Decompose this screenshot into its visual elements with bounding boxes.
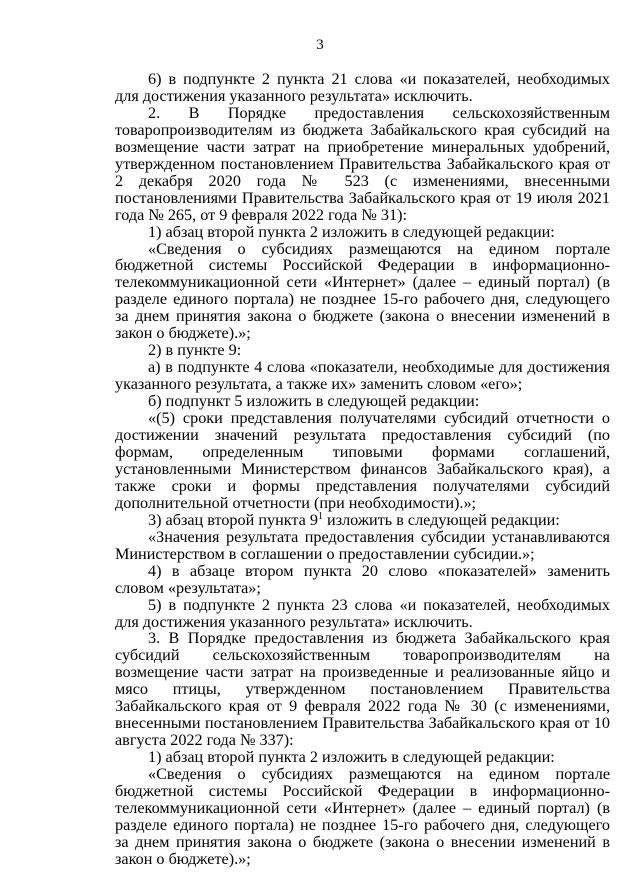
paragraph-quote-subsidy-info-2: «Сведения о субсидиях размещаются на едином портале бюджетной системы Российской Федерации в информационно-телекоммуникационной сети «Интернет» (далее – единый портал) (в разделе единого портала) не позднее 15-го рабочего дня, следующего за днем принятия закона о бюджете (закона о внесении изменений в закон о бюджете).»; (115, 765, 610, 868)
paragraph-item-5: 5) в подпункте 2 пункта 23 слова «и показателей, необходимых для достижения указанного результата» исключить. (115, 595, 610, 631)
paragraph-item-4: 4) в абзаце втором пункта 20 слово «показателей» заменить словом «результата»; (115, 561, 610, 597)
paragraph-quote-result-values: «Значения результата предоставления субсидии устанавливаются Министерством в соглашении о предоставлении субсидии.»; (115, 527, 610, 563)
paragraph-subitem-a: а) в подпункте 4 слова «показатели, необходимые для достижения указанного результата, а также их» заменить словом «его»; (115, 358, 610, 394)
paragraph-quote-reporting: «(5) сроки представления получателями субсидий отчетности о достижении значений результата предоставления субсидий (по формам, определенным типовыми формами соглашений, установленными Министерством финансов Забайкальского края), а также сроки и формы представления получателями субсидий дополнительной отчетности (при необходимости).»; (115, 409, 610, 512)
page-number: 3 (316, 37, 324, 53)
paragraph-item-2-header: 2) в пункте 9: (148, 341, 242, 360)
paragraph-item-6-removal: 6) в подпункте 2 пункта 21 слова «и показателей, необходимых для достижения указанного результата» исключить. (115, 70, 610, 105)
paragraph-section-2-intro: 2. В Порядке предоставления сельскохозяйственным товаропроизводителям из бюджета Забайкальского края субсидий на возмещение части затрат на приобретение минеральных удобрений, утвержденном постановлением Правительства Забайкальского края от 2 декабря 2020 года № 523 (с изменениями, внесенными постановлениями Правительства Забайкальского края от 19 июля 2021 года № 265, от 9 февраля 2022 года № 31): (115, 103, 610, 224)
paragraph-item-3-before: 3) абзац второй пункта 9 (148, 510, 318, 529)
document-body (115, 71, 610, 868)
paragraph-item-1-header-2: 1) абзац второй пункта 2 изложить в следующей редакции: (148, 748, 555, 767)
paragraph-item-3-after: изложить в следующей редакции: (323, 510, 560, 529)
paragraph-item-1-header: 1) абзац второй пункта 2 изложить в следующей редакции: (148, 222, 555, 241)
paragraph-subitem-b: б) подпункт 5 изложить в следующей редакции: (148, 392, 480, 411)
paragraph-section-3-intro: 3. В Порядке предоставления из бюджета Забайкальского края субсидий сельскохозяйственным товаропроизводителям на возмещение части затрат на произведенные и реализованные яйцо и мясо птицы, утвержденном постановлением Правительства Забайкальского края от 9 февраля 2022 года № 30 (с изменениями, внесенными постановлением Правительства Забайкальского края от 10 августа 2022 года № 337): (115, 629, 610, 750)
paragraph-quote-subsidy-info: «Сведения о субсидиях размещаются на едином портале бюджетной системы Российской Федерации в информационно-телекоммуникационной сети «Интернет» (далее – единый портал) (в разделе единого портала) не позднее 15-го рабочего дня, следующего за днем принятия закона о бюджете (закона о внесении изменений в закон о бюджете).»; (115, 239, 610, 343)
superscript: 1 (318, 510, 323, 522)
paragraph-item-3-header (115, 512, 610, 529)
